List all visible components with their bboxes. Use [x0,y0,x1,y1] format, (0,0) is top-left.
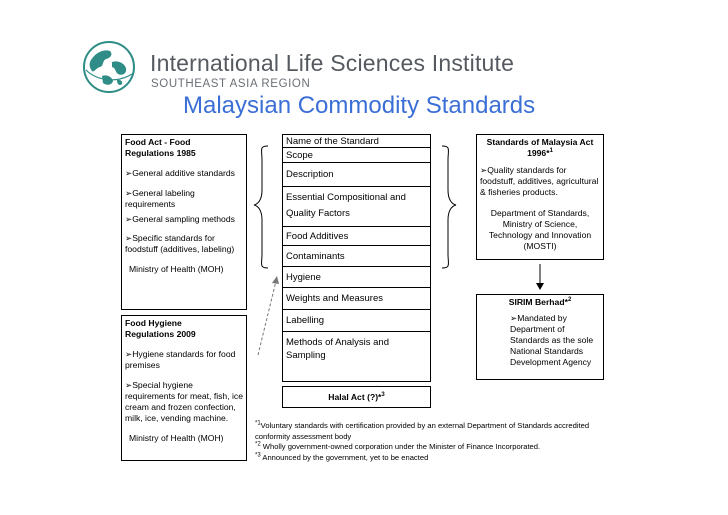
standards-table-row: Contaminants [283,246,430,267]
food-hygiene-title-2: Regulations 2009 [125,329,196,339]
food-hygiene-title-1: Food Hygiene [125,318,182,328]
food-act-item: ➢General additive standards [125,168,235,178]
standards-table-row: Food Additives [283,227,430,246]
food-act-title-2: Regulations 1985 [125,148,196,158]
sirim-title: SIRIM Berhad*$^2$ [508,297,572,307]
food-hygiene-ministry: Ministry of Health (MOH) [129,433,224,443]
footnote-2: $^{*2}$ Wholly government-owned corporation under the Minister of Finance Incorporated. [255,441,541,451]
standards-table-row: Description [283,163,430,187]
food-act-title-1: Food Act - Food [125,137,191,147]
food-act-item: ➢General sampling methods [125,214,235,224]
standards-table-row: Methods of Analysis and Sampling [286,337,389,361]
halal-act-label: Halal Act (?)* [328,392,382,402]
page-title: Malaysian Commodity Standards [183,92,536,119]
footnote-1: $^{*1}$Voluntary standards with certification provided by an external Department of Standards accredited conformity assessment body [255,420,590,441]
standards-table-row: Essential Compositional and Quality Factors [283,187,430,227]
standards-table-row: Scope [283,148,430,163]
food-hygiene-item: ➢Hygiene standards for food premises [125,349,236,370]
standards-act-dept: Department of Standards, Ministry of Science, Technology and Innovation (MOSTI) [488,208,592,251]
footnote-3: $^{*3}$ Announced by the government, yet to be enacted [255,451,429,462]
standards-table-row: Labelling [283,310,430,332]
standards-table-row: Hygiene [283,267,430,288]
curly-brace-right-icon [442,146,456,268]
standards-act-item: ➢Quality standards for foodstuff, additives, agricultural & fisheries products. [480,165,599,197]
sirim-item: ➢Mandated by Department of Standards as the sole National Standards Development Agency [510,313,594,367]
standards-table-row: Weights and Measures [283,288,430,310]
dashed-arrow-up-icon [258,276,279,355]
food-act-ministry: Ministry of Health (MOH) [129,264,224,274]
standards-act-title: Standards of Malaysia Act 1996*$^1$ [486,137,594,158]
curly-brace-left-icon [254,146,268,268]
halal-act-sup: 3 [381,392,385,399]
org-name: International Life Sciences Institute [150,50,515,76]
arrow-down-icon [536,264,544,290]
food-act-item: ➢General labeling requirements [125,188,195,209]
food-hygiene-item: ➢Special hygiene requirements for meat, fish, ice cream and frozen confection, milk, ice, vending machine. [125,380,243,423]
standards-table-header: Name of the Standard [283,135,430,148]
org-region: SOUTHEAST ASIA REGION [151,78,311,90]
food-act-item: ➢Specific standards for foodstuff (additives, labeling) [125,233,235,254]
